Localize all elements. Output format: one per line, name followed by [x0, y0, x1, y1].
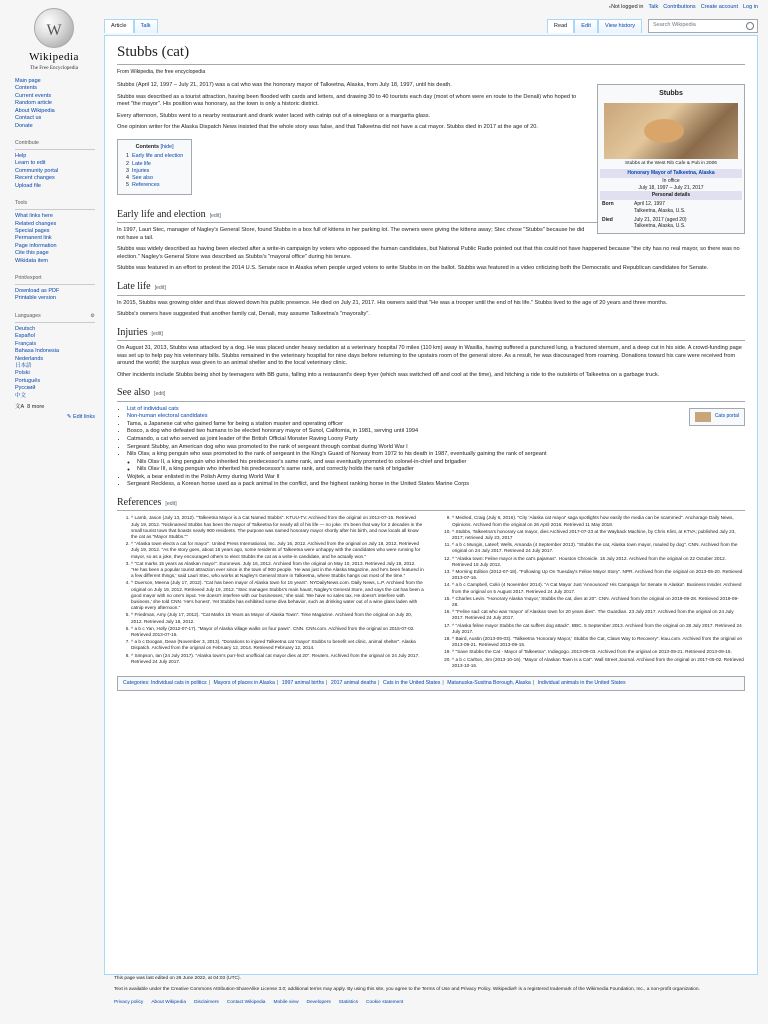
table-of-contents [117, 139, 192, 195]
list-item: • Catmando, a cat who served as joint leader of the British Official Monster Raving Loony Party [127, 436, 745, 444]
toc-item[interactable] [126, 161, 183, 168]
footer-link-privacy[interactable]: Privacy policy [114, 999, 144, 1005]
cat-portal-icon [695, 412, 711, 422]
born-place: Talkeetna, Alaska, U.S. [634, 207, 686, 214]
category-separator: | [276, 679, 279, 686]
category-separator: | [378, 679, 380, 686]
sidebar-item-contact[interactable]: Contact us [15, 115, 42, 122]
died-value [632, 216, 742, 232]
see-also-link[interactable]: Non-human electoral candidates [127, 413, 208, 420]
logo-tagline: The Free Encyclopedia [29, 64, 79, 71]
sidebar-item-special-pages[interactable]: Special pages [15, 227, 50, 234]
lang-item[interactable]: Русский [15, 385, 36, 392]
list-item: • Sergeant Reckless, a Korean horse used as a pack animal in the conflict, and the highest ranking horse in the United States Marine Corps [127, 481, 745, 489]
reference-item: 5. ^ Friedman, Amy (July 17, 2012). "Cat Marks 15 Years as Mayor of Alaska Town". Time Magazine. Archived from the original on July 20, 2012. Retrieved July 18, 2012. [131, 612, 424, 624]
sidebar-contribute [15, 140, 95, 190]
category-separator: | [532, 679, 535, 686]
category-link[interactable]: 2017 animal deaths [330, 679, 377, 686]
contributions-link[interactable]: Contributions [663, 4, 696, 10]
license-text: Text is available under the Creative Commons Attribution-ShareAlike License 3.0; additional terms may apply. By using this site, you agree to the Terms of Use and Privacy Policy. Wikipedia® is a registered trademark of the Wikimedia Foundation, Inc., a non-profit organization. [114, 987, 700, 993]
reference-item: 15. ^ Charles Levin. "Honorary Alaska 'mayor,' Stubbs the cat, dies at 20". CNN. Archived from the original on 2019-09-28. Retrieved 2019-09-28. [452, 596, 745, 608]
create-account-link[interactable]: Create account [700, 4, 738, 10]
reference-item: 16. ^ "Feline sad: cat who was 'mayor' of Alaskan town for 20 years dies". The Guardian. 23 July 2017. Archived from the original on 24 July 2017. Retrieved 24 July 2017. [452, 609, 745, 621]
section-edit-link[interactable]: [edit] [151, 330, 163, 337]
tab-view-history[interactable]: View history [598, 19, 642, 33]
toc-hide-toggle[interactable]: [hide] [160, 144, 174, 150]
sidebar-heading-contribute: Contribute [15, 140, 95, 150]
toc-number: 1 [126, 153, 129, 160]
lang-item[interactable]: Français [15, 340, 37, 347]
section-title: Early life and election [117, 208, 206, 220]
reference-item: 8. ^ Simpson, Ian (24 July 2017). "Alaska town's purr-fect unofficial cat mayor dies at 20". Reuters. Archived from the original on 24 July 2017. Retrieved 24 July 2017. [131, 653, 424, 665]
sidebar-item-recent-changes[interactable]: Recent changes [15, 175, 55, 182]
toc-number: 4 [126, 175, 129, 182]
infobox-term: July 18, 1997 – July 21, 2017 [638, 184, 704, 191]
section-edit-link[interactable]: [edit] [154, 285, 166, 292]
infobox-caption: Stubbs at the West Rib Cafe & Pub in 2006 [625, 160, 717, 166]
sidebar-item-about[interactable]: About Wikipedia [15, 107, 55, 114]
sidebar-item-page-information[interactable]: Page information [15, 242, 57, 249]
sidebar-item-what-links-here[interactable]: What links here [15, 213, 53, 220]
sidebar-heading-languages [15, 313, 95, 323]
see-also-link[interactable]: List of individual cats [127, 405, 179, 412]
reference-item: 19. ^ "Save Stubbs the Cat - Mayor of Talkeetna". Indiegogo. 2013-09-03. Archived from the original on 2013-09-21. Retrieved 2013-09-15. [452, 649, 745, 655]
sidebar-item-community-portal[interactable]: Community portal [15, 167, 59, 174]
footer-link-disclaimers[interactable]: Disclaimers [194, 999, 219, 1005]
died-date: July 21, 2017 (aged 20) [634, 216, 687, 223]
toc-link[interactable]: Early life and election [132, 153, 184, 160]
wikipedia-logo[interactable] [14, 8, 94, 72]
infobox-image[interactable] [604, 103, 738, 159]
cats-portal-link[interactable]: Cats portal [714, 413, 739, 420]
category-link[interactable]: Matanuska-Susitna Borough, Alaska [447, 679, 531, 686]
section-paragraph: Stubbs was featured in an effort to protest the 2014 U.S. Senate race in Alaska when people urged voters to write Stubbs in on the ballot. Stubbs was featured in a video criticizing both the Democratic and Republican candidates for Senate. [117, 265, 709, 272]
sidebar-languages [15, 313, 95, 421]
toc-header [126, 144, 183, 151]
sidebar-heading-tools: Tools [15, 200, 95, 210]
cats-portal-box[interactable] [689, 408, 745, 426]
edit-links-label: Edit links [72, 413, 95, 420]
reference-item: 18. ^ Baird, Austin (2013-09-03). "Talkeetna 'Honorary Mayor,' Stubbs the Cat, Claws Way to Recovery". ktuu.com. Archived from the original on 2013-09-21. Retrieved 2013-09-15. [452, 636, 745, 648]
category-separator: | [208, 679, 210, 686]
references-column-right [438, 515, 745, 670]
section-edit-link[interactable]: [edit] [209, 212, 221, 219]
sidebar-item-contents[interactable]: Contents [15, 85, 38, 92]
born-value [632, 200, 742, 216]
toc-link[interactable]: Injuries [132, 167, 150, 174]
category-link[interactable]: Individual animals in the United States [537, 679, 626, 686]
lang-item[interactable]: 日本語 [15, 363, 32, 370]
lead-paragraph: Stubbs (April 12, 1997 – July 21, 2017) was a cat who was the honorary mayor of Talkeetna, Alaska, from July 18, 1997, until his death. [117, 82, 452, 89]
list-item: • Wojtek, a bear enlisted in the Polish Army during World War II [127, 474, 745, 482]
sidebar-item-related-changes[interactable]: Related changes [15, 220, 57, 227]
sidebar-item-main-page[interactable]: Main page [15, 78, 41, 84]
footer-link-cookie-statement[interactable]: Cookie statement [366, 999, 404, 1005]
sidebar-item-current-events[interactable]: Current events [15, 92, 52, 99]
reference-item: 1. ^ Lamb, Jason (July 13, 2012). "Talkeetna Mayor is a Cat Named Stubbs". KTUU-TV. Archived from the original on 2012-07-15. Retrieved July 19, 2012. "Nicknamed Stubbs has been the mayor of Talkeetna for nearly all of his life — no joke. It's been that way for 2 decades in the small tourist town that boasts nearly 900 residents. The purpose was named honorary mayor shortly after his birth, and now locals all know the cat as "Mayor Stubbs."" [131, 515, 424, 540]
list-item [127, 406, 745, 414]
footer-link-about[interactable]: About Wikipedia [151, 999, 186, 1005]
lead-paragraph: One opinion writer for the Alaska Dispatch News insisted that the whole story was false, and that Talkeetna did not have a cat mayor. Stubbs died in 2017 at the age of 20. [117, 124, 538, 131]
infobox-personal-details: Personal details [600, 191, 742, 200]
page-title: Stubbs (cat) [117, 42, 745, 65]
tab-edit[interactable]: Edit [574, 19, 598, 33]
lang-item[interactable]: 中文 [15, 392, 27, 399]
born-date: April 12, 1997 [634, 201, 665, 208]
puzzle-globe-icon [34, 8, 74, 48]
toc-link[interactable]: References [132, 182, 160, 189]
infobox-title: Stubbs [659, 90, 683, 98]
infobox-born-row [600, 200, 742, 216]
reference-item: 4. ^ Duerson, Meena (July 17, 2012). "Cat has been mayor of Alaska town for 15 years". NYDailyNews.com. Daily News, L.P. Archived from the original on July 19, 2012. Retrieved July 19, 2012. "Stec manages Stubbs's main haunt, Nagley's General Store, and says the cat has been a good mayor with no one's input. 'He doesn't interfere with our businesses,' she said. 'We have no sales tax. He doesn't interfere with business,' she told CNN. 'He's honest'. Yet Stubbs has exhibited some diva behavior, such as drinking water out of a wine glass laden with catnip every afternoon." [131, 580, 424, 611]
infobox-details-table [600, 200, 742, 231]
died-place: Talkeetna, Alaska, U.S. [634, 223, 686, 230]
toc-item[interactable] [126, 168, 183, 175]
category-link[interactable]: 1997 animal births [281, 679, 325, 686]
toc-number: 2 [126, 160, 129, 167]
list-item: ◦ Nils Olav III, a king penguin who inherited his predecessor's same rank, and correctly holds the rank of brigadier [137, 466, 745, 474]
section-edit-link[interactable]: [edit] [165, 500, 177, 507]
reference-list [117, 515, 745, 670]
categories-label[interactable]: Categories: [123, 679, 150, 686]
more-languages-label: 8 more [27, 404, 45, 411]
section-paragraph: Other incidents include Stubbs being shot by teenagers with BB guns, falling into a restaurant's deep fryer (which was switched off and cool at the time), and hitching a ride to the outskirts of Talkeetna on a garbage truck. [117, 371, 660, 378]
sidebar-navigation [15, 78, 95, 130]
site-sub: From Wikipedia, the free encyclopedia [117, 69, 206, 76]
lang-item[interactable]: Bahasa Indonesia [15, 348, 60, 355]
reference-item: 7. ^ a b c Doogan, Dean (November 3, 2013). "Donations to injured Talkeetna cat 'mayor' Stubbs to benefit vet clinic, animal shelter". Alaska Dispatch. Archived from the original on February 12, 2014. Retrieved February 12, 2014. [131, 639, 424, 651]
section-heading-late-life [117, 280, 745, 296]
gear-icon[interactable]: ⚙ [90, 312, 95, 319]
last-edited: This page was last edited on 26 June 2022, at 04:03 (UTC). [114, 976, 241, 981]
tab-read[interactable]: Read [547, 19, 574, 33]
personal-tools [609, 4, 758, 11]
toc-number: 5 [126, 182, 129, 189]
references-column-left [117, 515, 424, 670]
reference-item: 12. ^ "Alaska town: Feline mayor is the cat's pajamas". Houston Chronicle. 15 July 2012. Archived from the original on 22 October 2012. Retrieved 15 July 2012. [452, 556, 745, 568]
section-heading-injuries [117, 326, 745, 342]
see-also-list [117, 406, 745, 489]
sidebar-item-download-pdf[interactable]: Download as PDF [15, 288, 60, 295]
category-separator: | [442, 679, 444, 686]
category-link[interactable]: Mayors of places in Alaska [213, 679, 275, 686]
born-label: Born [602, 201, 614, 208]
talk-link[interactable]: Talk [648, 4, 659, 10]
infobox-in-office: In office [662, 177, 680, 184]
section-paragraph: In 2015, Stubbs was growing older and thus slowed down his public presence. He died on July 21, 2017. His owners said that "He was a trooper until the end of his life." Stubbs lived to the age of 20 years and three months. [117, 299, 668, 306]
toc-item[interactable] [126, 153, 183, 160]
lang-item[interactable]: Polski [15, 370, 30, 377]
sidebar-item-random-article[interactable]: Random article [15, 100, 52, 107]
not-logged-in-label: ● Not logged in [609, 4, 644, 11]
sidebar [15, 78, 95, 431]
sidebar-heading-print: Print/export [15, 275, 95, 285]
footer-link-contact[interactable]: Contact Wikipedia [226, 999, 266, 1005]
article-content [104, 35, 758, 975]
section-paragraph: On August 31, 2013, Stubbs was attacked by a dog. He was placed under heavy sedation at a veterinary hospital 70 miles (110 km) away in Wasilla, having suffered a punctured lung, a fractured sternum, and a deep cut in his side. A crowd-funding page was set up to help pay his veterinary bills. Stubbs remained in the veterinary hospital for nine days before returning to the upstairs room of the general store. As a result, he was discouraged from roaming. Donations toward his care were received from around the world; the surplus was given to an animal shelter and to the local veterinary clinic. [117, 345, 742, 367]
more-languages-button[interactable] [15, 404, 95, 411]
sidebar-item-permanent-link[interactable]: Permanent link [15, 235, 52, 242]
reference-item: 13. ^ Morning Edition (2012-07-18). "Following Up On Tuesday's Feline Mayor Story". NPR. Archived from the original on 2013-05-20. Retrieved 2013-07-16. [452, 569, 745, 581]
reference-item: 20. ^ a b c Carlton, Jim (2013-10-16). "Mayor of Alaskan Town Is a Cat". Wall Street Journal. Archived from the original on 2017-05-02. Retrieved 2013-10-16. [452, 657, 745, 669]
list-item: ◦ Nils Olav II, a king penguin who inherited his predecessor's same rank, and was eventually promoted to colonel-in-chief and brigadier [137, 459, 745, 467]
category-separator: | [326, 679, 328, 686]
toc-link[interactable]: See also [132, 175, 153, 182]
lang-item[interactable]: Deutsch [15, 325, 36, 332]
edit-links-button[interactable] [15, 414, 95, 421]
category-link[interactable]: Cats in the United States [382, 679, 441, 686]
namespace-tabs [104, 19, 158, 33]
reference-item: 10. ^ Stubbs, Talkeetna's honorary cat mayor, dies Archived 2017-07-23 at the Wayback Machine, by Chris Klint, at KTVA; published July 23, 2017; retrieved July 23, 2017 [452, 529, 745, 541]
died-label: Died [602, 216, 613, 223]
footer-links [114, 1000, 754, 1006]
sidebar-item-cite-this-page[interactable]: Cite this page [15, 250, 49, 257]
section-title: Late life [117, 281, 151, 293]
view-tabs [547, 19, 758, 33]
lang-item[interactable]: Português [15, 377, 41, 384]
section-title: See also [117, 387, 151, 399]
list-item-text: Nils Olav, a king penguin who was promoted to the rank of sergeant in the King's Guard of Norway from 1972 to his death in 1987, eventually gaining the rank of sergeant [127, 451, 547, 458]
sidebar-item-help[interactable]: Help [15, 152, 27, 159]
reference-item: 2. ^ "Alaska town elects a cat for mayor". United Press International, Inc. July 16, 2012. Archived from the original on July 18, 2012. Retrieved July 19, 2012. "As the story goes, about 15 years ago, some residents of Talkeetna were unhappy with the candidates who were running for mayor, so as a joke, they encouraged others to elect Stubbs the cat as a write-in candidate, and he actually won." [131, 541, 424, 560]
list-item: • Tama, a Japanese cat who gained fame for being a station master and operating officer [127, 421, 745, 429]
section-heading-see-also [117, 386, 745, 402]
list-item [127, 451, 745, 474]
infobox-office[interactable]: Honorary Mayor of Talkeetna, Alaska [600, 169, 742, 178]
footer-link-developers[interactable]: Developers [306, 999, 331, 1005]
section-paragraph: Stubbs was widely described as having been elected after a write-in campaign by voters who opposed the human candidates, but National Public Radio pointed out that this could not have happened because "the city has no real mayor, so there was no election." Nagley's General Store was described as Stubbs's "mayoral office" during his tenure. [117, 246, 740, 260]
section-title: References [117, 496, 162, 508]
toc-item[interactable] [126, 175, 183, 182]
translate-icon: 文A [15, 404, 25, 411]
sidebar-item-upload-file[interactable]: Upload file [15, 182, 41, 189]
reference-item: 14. ^ a b c Campbell, Colin (4 November 2014). "A Cat Mayor Just 'Announced' His Campaign for Senate In Alaska". Business Insider. Archived from the original on 5 August 2017. Retrieved 24 July 2017. [452, 582, 745, 594]
category-link[interactable]: Individual cats in politics [150, 679, 207, 686]
search-placeholder: Search Wikipedia [653, 22, 696, 28]
list-item: • Sergeant Stubby, an American dog who was promoted to the rank of sergeant through combat during World War I [127, 444, 745, 452]
toc-number: 3 [126, 167, 129, 174]
infobox [597, 84, 745, 234]
footer-link-statistics[interactable]: Statistics [338, 999, 358, 1005]
section-paragraph: In 1997, Lauri Stec, manager of Nagley's General Store, found Stubbs in a box full of kittens in her parking lot. The owners were giving the kittens away; Stec chose "Stubbs" because he did not have a tail. [117, 227, 585, 241]
list-item [127, 413, 745, 421]
log-in-link[interactable]: Log in [743, 4, 758, 10]
section-title: Injuries [117, 326, 148, 338]
sidebar-item-printable-version[interactable]: Printable version [15, 295, 56, 302]
reference-item: 11. ^ a b c Mungin, Lateef; Wells, Amanda (4 September 2013). "Stubbs the cat, Alaska town mayor, mauled by dog". CNN. Archived from the original on 24 July 2017. Retrieved 24 July 2017. [452, 542, 745, 554]
footer-link-mobile-view[interactable]: Mobile view [273, 999, 299, 1005]
section-heading-references [117, 496, 745, 512]
section-paragraph: Stubbs's owners have suggested that another family cat, Denali, may assume Talkeetna's "mayoralty". [117, 311, 370, 318]
list-item: • Bosco, a dog who defeated two humans to be elected honorary mayor of Sunol, California, in 1981, serving until 1994 [127, 428, 745, 436]
lead-paragraph: Every afternoon, Stubbs went to a nearby restaurant and drank water laced with catnip out of a wineglass or a margarita glass. [117, 112, 431, 119]
search-input[interactable] [648, 19, 758, 33]
reference-item: 6. ^ a b c Yan, Holly (2012-07-17). "Mayor of Alaska village walks on four paws". CNN. CNN.com. Archived from the original on 2015-07-02. Retrieved 2013-07-16. [131, 626, 424, 638]
pencil-icon: ✎ [66, 413, 72, 420]
infobox-died-row [600, 216, 742, 232]
reference-item: 3. ^ "Cat marks 15 years as Alaskan mayor". Euronews. July 16, 2012. Archived from the original on May 10, 2013. Retrieved July 19, 2012. "He has been a popular tourist attraction ever since in the town of 900 people. 'He was just in the Alaska Magazine, and he's been featured in a few different things,' said Lauri Stec, who works at Nagley's General Store in Talkeetna, where Stubbs hangs out most of the time." [131, 561, 424, 580]
tab-article[interactable]: Article [104, 19, 134, 33]
see-also-sublist [127, 459, 745, 474]
reference-item: 17. ^ "Alaska feline mayor Stubbs the cat suffers dog attack". BBC. 5 September 2013. Archived from the original on 28 July 2017. Retrieved 24 July 2017. [452, 623, 745, 635]
section-edit-link[interactable]: [edit] [154, 391, 166, 398]
category-links [117, 676, 745, 691]
sidebar-tools [15, 200, 95, 265]
toc-link[interactable]: Late life [132, 160, 151, 167]
lang-item[interactable]: Nederlands [15, 355, 44, 362]
toc-title: Contents [135, 144, 159, 150]
tab-talk[interactable]: Talk [134, 19, 158, 33]
sidebar-print-export [15, 275, 95, 303]
sidebar-item-learn-to-edit[interactable]: Learn to edit [15, 160, 46, 167]
sidebar-item-donate[interactable]: Donate [15, 122, 33, 129]
footer [114, 976, 754, 1006]
reference-item: 9. ^ Medred, Craig (July 6, 2016). "City 'Alaska cat mayor' saga spotlights how easily the media can be scammed". Anchorage Daily News, Opinions. Archived from the original on 26 April 2016. Retrieved 11 May 2018. [452, 515, 745, 527]
sidebar-item-wikidata-item[interactable]: Wikidata item [15, 257, 49, 264]
toc-item[interactable] [126, 182, 183, 189]
languages-heading-label: Languages [15, 312, 41, 319]
lead-paragraph: Stubbs was described as a tourist attraction, having been flooded with cards and letters, and drawing 30 to 40 tourists each day (most of whom were en route to the Denali) who hoped to meet "the mayor". His position was honorary, as the town is only a historic district. [117, 93, 577, 108]
search-icon[interactable] [746, 22, 754, 30]
lang-item[interactable]: Español [15, 333, 35, 340]
logo-wordmark: Wikipedia [29, 51, 79, 63]
